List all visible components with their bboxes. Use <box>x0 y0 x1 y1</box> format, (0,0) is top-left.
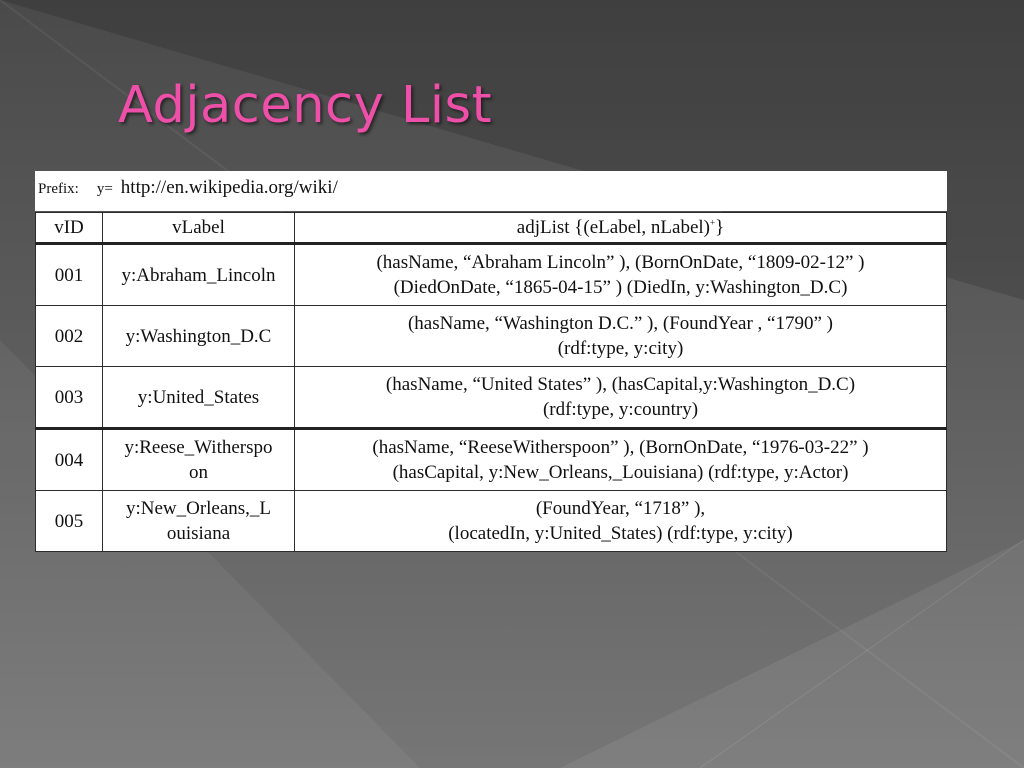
cell-adjlist <box>295 367 947 429</box>
cell-vid: 004 <box>36 429 103 491</box>
table-row <box>36 244 947 306</box>
cell-vid: 003 <box>36 367 103 429</box>
adjlist-line: (hasName, “Washington D.C.” ), (FoundYear , “1790” ) <box>407 313 833 334</box>
adjlist-line: (rdf:type, y:country) <box>542 399 699 420</box>
header-adjlist-text: adjList {(eLabel, nLabel) <box>516 217 711 238</box>
adjacency-table <box>35 212 947 552</box>
vlabel-line: on <box>189 462 208 483</box>
header-adjlist <box>295 213 947 244</box>
cell-vlabel <box>103 491 295 552</box>
table-row <box>36 306 947 367</box>
vlabel-line: ouisiana <box>166 523 231 544</box>
table-header-row <box>36 213 947 244</box>
table-row <box>36 367 947 429</box>
adjlist-line: (FoundYear, “1718” ), <box>535 498 706 519</box>
cell-vid: 005 <box>36 491 103 552</box>
adjlist-line: (hasName, “ReeseWitherspoon” ), (BornOnDate, “1976-03-22” ) <box>372 437 869 458</box>
cell-adjlist <box>295 306 947 367</box>
table-row <box>36 491 947 552</box>
header-adjlist-superscript: + <box>710 217 716 228</box>
adjlist-line: (locatedIn, y:United_States) (rdf:type, y:city) <box>448 523 793 544</box>
cell-adjlist <box>295 244 947 306</box>
vlabel-line: y:Washington_D.C <box>125 325 272 347</box>
adjlist-line: (hasName, “Abraham Lincoln” ), (BornOnDate, “1809-02-12” ) <box>376 252 865 273</box>
cell-vlabel <box>103 367 295 429</box>
adjlist-line: (DiedOnDate, “1865-04-15” ) (DiedIn, y:Washington_D.C) <box>393 277 848 298</box>
header-vlabel: vLabel <box>103 213 295 244</box>
table-header <box>36 213 947 244</box>
vlabel-line: y:Abraham_Lincoln <box>121 264 276 286</box>
table-row <box>36 429 947 491</box>
cell-vid: 002 <box>36 306 103 367</box>
cell-adjlist <box>295 491 947 552</box>
adjlist-line: (rdf:type, y:city) <box>557 338 684 359</box>
slide-title: Adjacency List <box>118 76 493 135</box>
prefix-url: http://en.wikipedia.org/wiki/ <box>120 177 338 198</box>
cell-vlabel <box>103 306 295 367</box>
prefix-label: Prefix: <box>38 181 79 197</box>
cell-vlabel <box>103 429 295 491</box>
vlabel-line: y:New_Orleans,_L <box>125 498 272 519</box>
vlabel-line: y:United_States <box>137 386 260 408</box>
prefix-row <box>35 171 947 211</box>
header-vid: vID <box>36 213 103 244</box>
adjlist-line: (hasName, “United States” ), (hasCapital,y:Washington_D.C) <box>385 374 856 395</box>
cell-vid: 001 <box>36 244 103 306</box>
header-adjlist-close: } <box>715 217 725 238</box>
adjlist-line: (hasCapital, y:New_Orleans,_Louisiana) (rdf:type, y:Actor) <box>392 462 849 483</box>
cell-vlabel <box>103 244 295 306</box>
cell-adjlist <box>295 429 947 491</box>
prefix-variable: y= <box>96 181 113 197</box>
table-body <box>36 244 947 552</box>
vlabel-line: y:Reese_Witherspo <box>124 437 273 458</box>
